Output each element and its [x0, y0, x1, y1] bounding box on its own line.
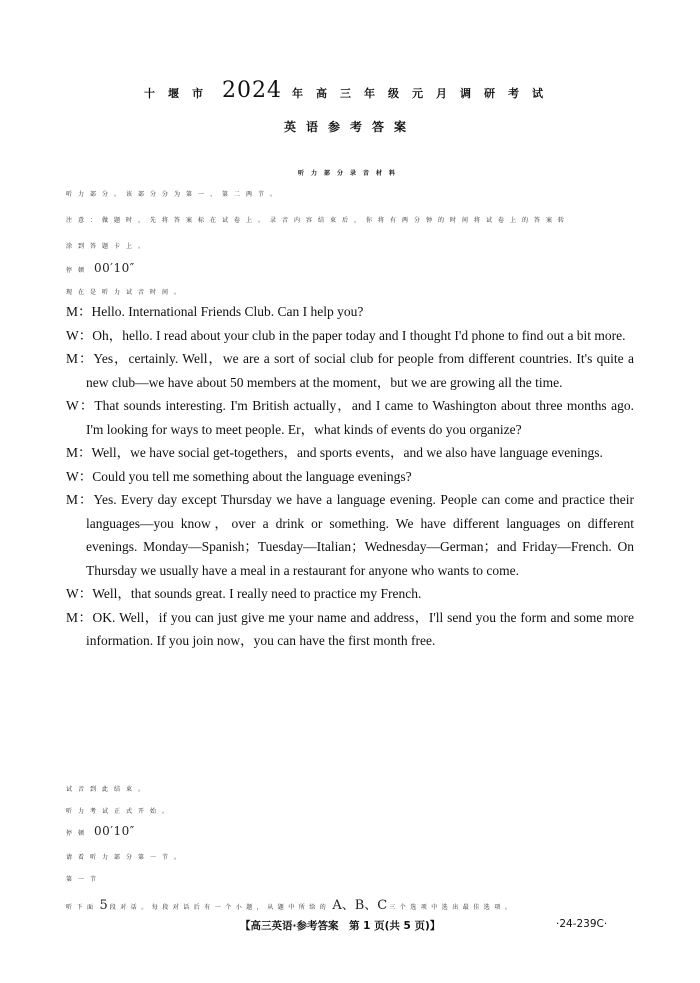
outro-line-1: 试音到此结束。: [66, 786, 151, 793]
line6-post: 三个选项中选出最佳选项。: [389, 904, 516, 911]
line6-pre: 听下面: [66, 904, 98, 911]
dialogue-line: W：Well，that sounds great. I really need to practice my French.: [66, 586, 422, 601]
dialogue-transcript: [66, 300, 634, 653]
outro-line-4: 请看听力部分第一节。: [66, 854, 187, 861]
pause-time: 00′10″: [94, 824, 135, 838]
dialogue-line: M：Yes. Every day except Thursday we have a language evening. People can come and practice their languages—you know，over a drink or something. We have different languages on different evenings. Monday—Spanish；Tuesday—Italian；Wednesday—German；and Friday—French. On Thursday we usually have a meal in a restaurant for anyone who wants to come.: [66, 492, 634, 578]
exam-title: [0, 78, 700, 103]
pause-label: 停顿: [66, 267, 91, 274]
outro-line-2: 听力考试正式开始。: [66, 808, 175, 815]
page-footer: [0, 918, 700, 938]
intro-line-2: 注意：做题时，先将答案标在试卷上。录音内容结束后，你将有两分钟的时间将试卷上的答案转: [66, 217, 571, 224]
footer-page-info: 【高三英语·参考答案 第 1 页(共 5 页)】: [240, 920, 441, 932]
title-year: 2024: [222, 78, 282, 103]
dialogue-line: M：OK. Well，if you can just give me your name and address，I'll send you the form and some more information. If you join now，you can have the first month free.: [66, 609, 634, 648]
title-rest: 年高三年级元月调研考试: [292, 87, 556, 100]
outro-line-5: 第一节: [66, 876, 103, 883]
outro-line-6: [66, 894, 515, 913]
section-heading: 听力部分录音材料: [297, 170, 402, 177]
dialogue-line: W：Oh，hello. I read about your club in the paper today and I thought I'd phone to find out a bit more.: [66, 327, 626, 343]
dialogue-line: W：Could you tell me something about the language evenings?: [66, 468, 412, 484]
line6-num: 5: [99, 898, 108, 913]
dialogue-line: M：Yes，certainly. Well，we are a sort of social club for people from different countries. It's quite a new club—we have about 50 members at the moment，but we are growing all the time.: [66, 351, 634, 390]
outro-pause: [66, 824, 135, 838]
intro-line-1: 听力部分。该部分分为第一、第二两节。: [66, 191, 283, 198]
page-subtitle: 英语参考答案: [283, 120, 416, 134]
line6-mid: 段对话。每段对话后有一个小题，从题中所给的: [109, 904, 331, 911]
pause-label: 停顿: [66, 830, 91, 837]
footer-code: ·24-239C·: [556, 918, 608, 930]
dialogue-line: M：Hello. International Friends Club. Can I help you?: [66, 304, 364, 319]
intro-pause: [66, 261, 135, 275]
dialogue-line: W：That sounds interesting. I'm British actually，and I came to Washington about three months ago. I'm looking for ways to meet people. Er，what kinds of events do you organize?: [66, 398, 634, 437]
line6-abc: A、B、C: [332, 898, 388, 913]
intro-line-5: 现在是听力试音时间。: [66, 289, 187, 296]
intro-line-3: 涂到答题卡上。: [66, 243, 151, 250]
pause-time: 00′10″: [94, 261, 135, 275]
dialogue-line: M：Well，we have social get-togethers，and sports events，and we also have language evenings.: [66, 445, 603, 460]
title-city: 十堰市: [144, 87, 216, 100]
